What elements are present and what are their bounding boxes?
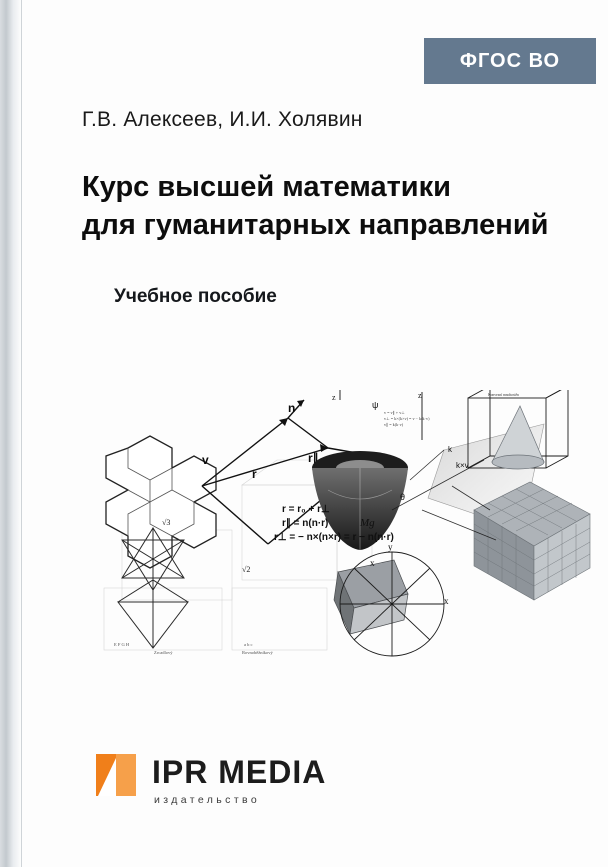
authors-line: Г.В. Алексеев, И.И. Холявин xyxy=(82,108,363,131)
book-spine-shadow xyxy=(0,0,22,867)
micro-formula-3: v∥ = k(k·v) xyxy=(384,422,404,427)
subtitle: Учебное пособие xyxy=(114,286,277,307)
artwork-caption-1: E F G H xyxy=(114,642,130,647)
title-line-2: для гуманитарных направлений xyxy=(82,209,549,242)
micro-formula-2: v⊥ = k×(k×v) = v − k(k·v) xyxy=(384,416,430,421)
title-line-1: Курс высшей математики xyxy=(82,171,451,203)
circle-construction xyxy=(340,552,444,656)
label-v: v xyxy=(202,453,209,467)
label-n: n xyxy=(288,401,296,415)
prism-shape xyxy=(334,560,408,634)
cover-page xyxy=(22,0,608,867)
ipr-media-logo-icon xyxy=(94,752,138,798)
publisher-tagline: издательство xyxy=(154,794,261,806)
publisher-name: IPR MEDIA xyxy=(152,754,327,790)
formula-3: r⊥ = − n×(n×r) = r − n(n·r) xyxy=(274,532,394,543)
label-sqrt2: √2 xyxy=(242,565,251,574)
artwork-caption-3: a b c xyxy=(244,642,253,647)
polycube-shape xyxy=(106,436,216,568)
label-psi: ψ xyxy=(372,400,379,410)
formula-1: r = r₀ + r⊥ xyxy=(282,504,330,515)
box-caption: Konvexní mnohostěn xyxy=(488,393,519,397)
label-r: r xyxy=(252,467,257,481)
math-illustration-svg xyxy=(92,390,592,680)
label-r-parallel: r∥ xyxy=(308,451,319,465)
label-sqrt3: √3 xyxy=(162,518,171,527)
cover-artwork xyxy=(92,390,592,680)
status-badge: ФГОС ВО xyxy=(424,38,596,84)
formula-2: r∥ = n(n·r) xyxy=(282,518,329,529)
label-mg: Mg xyxy=(360,517,375,529)
publisher-logo xyxy=(94,752,394,814)
label-kv: k×v xyxy=(456,461,469,470)
label-x2: x xyxy=(370,558,375,568)
micro-formula-1: v = v∥ + v⊥ xyxy=(384,410,405,415)
artwork-caption-4: Rovnoběžníkový xyxy=(242,650,273,655)
label-y: y xyxy=(388,542,393,552)
page-title xyxy=(82,168,602,245)
artwork-caption-2: Zrcadlový xyxy=(154,650,173,655)
label-z-1: z xyxy=(332,393,336,402)
label-z-2: z xyxy=(418,391,422,400)
label-x: x xyxy=(444,596,449,606)
label-theta: θ xyxy=(400,492,406,502)
label-k: k xyxy=(448,445,452,454)
